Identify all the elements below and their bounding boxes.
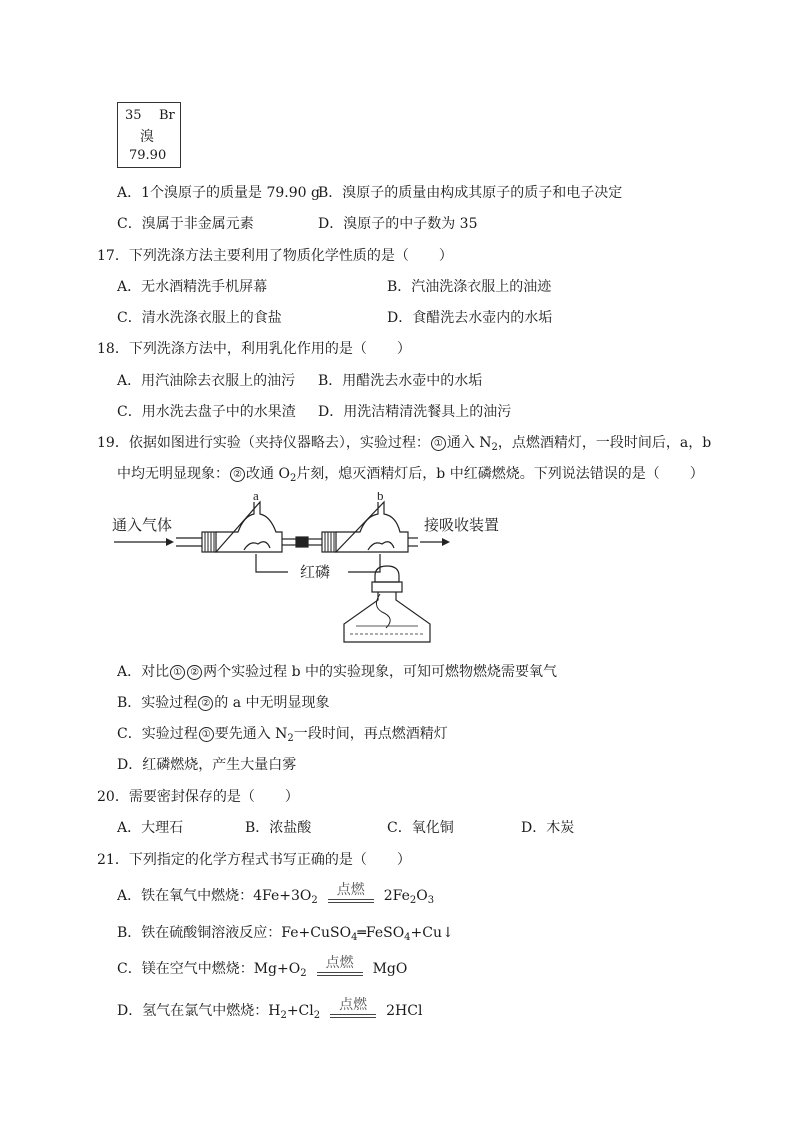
- subscript: 2: [280, 1010, 287, 1021]
- q18-option-c: C．用水洗去盘子中的水果渣: [117, 404, 296, 420]
- q19-text-4: 中均无明显现象：: [117, 466, 229, 482]
- lamp-cap: [375, 566, 399, 582]
- q20-stem-text: 20．需要密封保存的是（: [97, 789, 255, 805]
- q19-stem-line1: [97, 434, 711, 452]
- q19-c-text-3: 一段时间，再点燃酒精灯: [293, 726, 448, 742]
- q21-d-text-2: +Cl: [286, 1003, 314, 1019]
- q21-option-b: [117, 924, 454, 942]
- q19-option-d: D．红磷燃烧，产生大量白雾: [117, 757, 297, 773]
- q20-close: ）: [284, 789, 299, 805]
- q17-option-c: C．清水洗涤衣服上的食盐: [117, 310, 282, 326]
- q19-text-2: 通入 N: [446, 435, 492, 451]
- q16-option-c: C．溴属于非金属元素: [117, 216, 254, 232]
- q21-b-text-1: B．铁在硫酸铜溶液反应：Fe+CuSO: [117, 925, 352, 941]
- q17-stem: [97, 247, 453, 265]
- q20-option-a: A．大理石: [117, 820, 184, 836]
- subscript: 2: [289, 473, 297, 484]
- experiment-apparatus-diagram: [110, 492, 510, 652]
- inlet-arrowhead: [166, 538, 174, 546]
- circled-one: ①: [170, 665, 185, 680]
- q21-stem: [97, 851, 411, 869]
- q20-option-c: C．氧化铜: [387, 820, 454, 836]
- element-symbol: Br: [159, 108, 175, 123]
- q19-a-text-1: A．对比: [117, 664, 170, 680]
- q21-option-c: [117, 955, 408, 979]
- alcohol-lamp: [344, 592, 430, 642]
- q19-option-a: [117, 663, 557, 681]
- reaction-condition: 点燃: [328, 882, 374, 898]
- atomic-number: 35: [125, 108, 142, 123]
- q21-c-text-1: C．镁在空气中燃烧：Mg+O: [117, 961, 301, 977]
- q21-close: ）: [396, 852, 411, 868]
- q19-a-text-2: 两个实验过程 b 中的实验现象，可知可燃物燃烧需要氧气: [203, 664, 557, 680]
- q19-text-5: 改通 O: [246, 466, 290, 482]
- phosphorus-b: [368, 542, 394, 550]
- subscript: 2: [311, 895, 318, 906]
- q18-option-a: A．用汽油除去衣服上的油污: [117, 373, 296, 389]
- q17-option-a: A．无水酒精洗手机屏幕: [117, 279, 268, 295]
- q17-stem-text: 17．下列洗涤方法主要利用了物质化学性质的是（: [97, 248, 409, 264]
- q20-option-b: B．浓盐酸: [245, 820, 312, 836]
- q16-option-d: D．溴原子的中子数为 35: [318, 216, 478, 232]
- q19-b-text-1: B．实验过程: [117, 695, 198, 711]
- subscript: 4: [404, 932, 411, 943]
- reaction-condition: 点燃: [330, 997, 376, 1013]
- subscript: 4: [351, 932, 358, 943]
- q21-stem-text: 21．下列指定的化学方程式书写正确的是（: [97, 852, 367, 868]
- subscript: 2: [491, 442, 498, 453]
- q19-c-text-2: 要先通入 N: [214, 726, 288, 742]
- red-phosphorus-label: 红磷: [300, 564, 331, 581]
- q20-option-d: D．木炭: [521, 820, 575, 836]
- outlet-label: 接吸收装置: [424, 517, 500, 534]
- q19-text-3: ，点燃酒精灯，一段时间后，a，b: [497, 435, 712, 451]
- q19-text-1: 19．依据如图进行实验（夹持仪器略去），实验过程：: [97, 435, 430, 451]
- q19-b-text-2: 的 a 中无明显现象: [214, 695, 330, 711]
- subscript: 2: [300, 968, 307, 979]
- element-card: [117, 102, 181, 168]
- q21-c-text-2: MgO: [372, 961, 408, 977]
- q16-option-a: A．1个溴原子的质量是 79.90 g: [117, 185, 320, 201]
- label-a: a: [253, 492, 259, 503]
- q17-option-b: B．汽油洗涤衣服上的油迹: [387, 279, 552, 295]
- q18-option-b: B．用醋洗去水壶中的水垢: [318, 373, 483, 389]
- q21-a-text-1: A．铁在氧气中燃烧：4Fe+3O: [117, 888, 312, 904]
- q18-stem-text: 18．下列洗涤方法中，利用乳化作用的是（: [97, 341, 367, 357]
- q19-stem-line2: [117, 465, 704, 483]
- q21-a-text-2: 2Fe: [383, 888, 410, 904]
- label-b: b: [377, 492, 384, 503]
- q17-option-d: D．食醋洗去水壶内的水垢: [387, 310, 553, 326]
- reaction-condition: 点燃: [317, 955, 363, 971]
- rubber-connector: [296, 537, 308, 547]
- q19-c-text-1: C．实验过程: [117, 726, 198, 742]
- subscript: 2: [409, 895, 417, 906]
- q18-close: ）: [396, 341, 411, 357]
- subscript: 2: [287, 733, 294, 744]
- atomic-mass: 79.90: [129, 148, 167, 163]
- circled-two: ②: [230, 467, 245, 482]
- q21-option-a: A．铁在氧气中燃烧：$4Fe+3O_2$点燃 $2Fe_2O_3$: [117, 882, 435, 906]
- circled-two: ②: [187, 665, 202, 680]
- subscript: 2: [313, 1010, 321, 1021]
- phosphorus-a: [244, 542, 270, 550]
- q19-option-b: [117, 694, 330, 712]
- element-name: 溴: [140, 129, 154, 145]
- q19-close: ）: [689, 466, 704, 482]
- q20-stem: [97, 788, 299, 806]
- circled-two: ②: [198, 696, 213, 711]
- q17-close: ）: [438, 248, 453, 264]
- outlet-arrowhead: [442, 538, 450, 546]
- q21-d-text-3: 2HCl: [386, 1003, 423, 1019]
- q21-option-d: [117, 997, 423, 1021]
- q16-option-b: B．溴原子的质量由构成其原子的质子和电子决定: [318, 185, 623, 201]
- label-bracket-left: [256, 554, 288, 572]
- circled-one: ①: [431, 436, 446, 451]
- q21-d-text-1: D．氢气在氯气中燃烧：H: [117, 1003, 281, 1019]
- q21-b-text-3: +Cu↓: [410, 925, 454, 941]
- q21-b-text-2: ═FeSO: [357, 925, 405, 941]
- subscript: 3: [427, 895, 435, 906]
- q18-option-d: D．用洗洁精清洗餐具上的油污: [318, 404, 512, 420]
- q18-stem: [97, 340, 411, 358]
- q19-option-c: [117, 725, 448, 743]
- circled-one: ①: [199, 727, 214, 742]
- label-bracket-right: [348, 554, 380, 572]
- q19-text-6: 片刻，熄灭酒精灯后，b 中红磷燃烧。下列说法错误的是（: [296, 466, 660, 482]
- inlet-label: 通入气体: [112, 517, 173, 534]
